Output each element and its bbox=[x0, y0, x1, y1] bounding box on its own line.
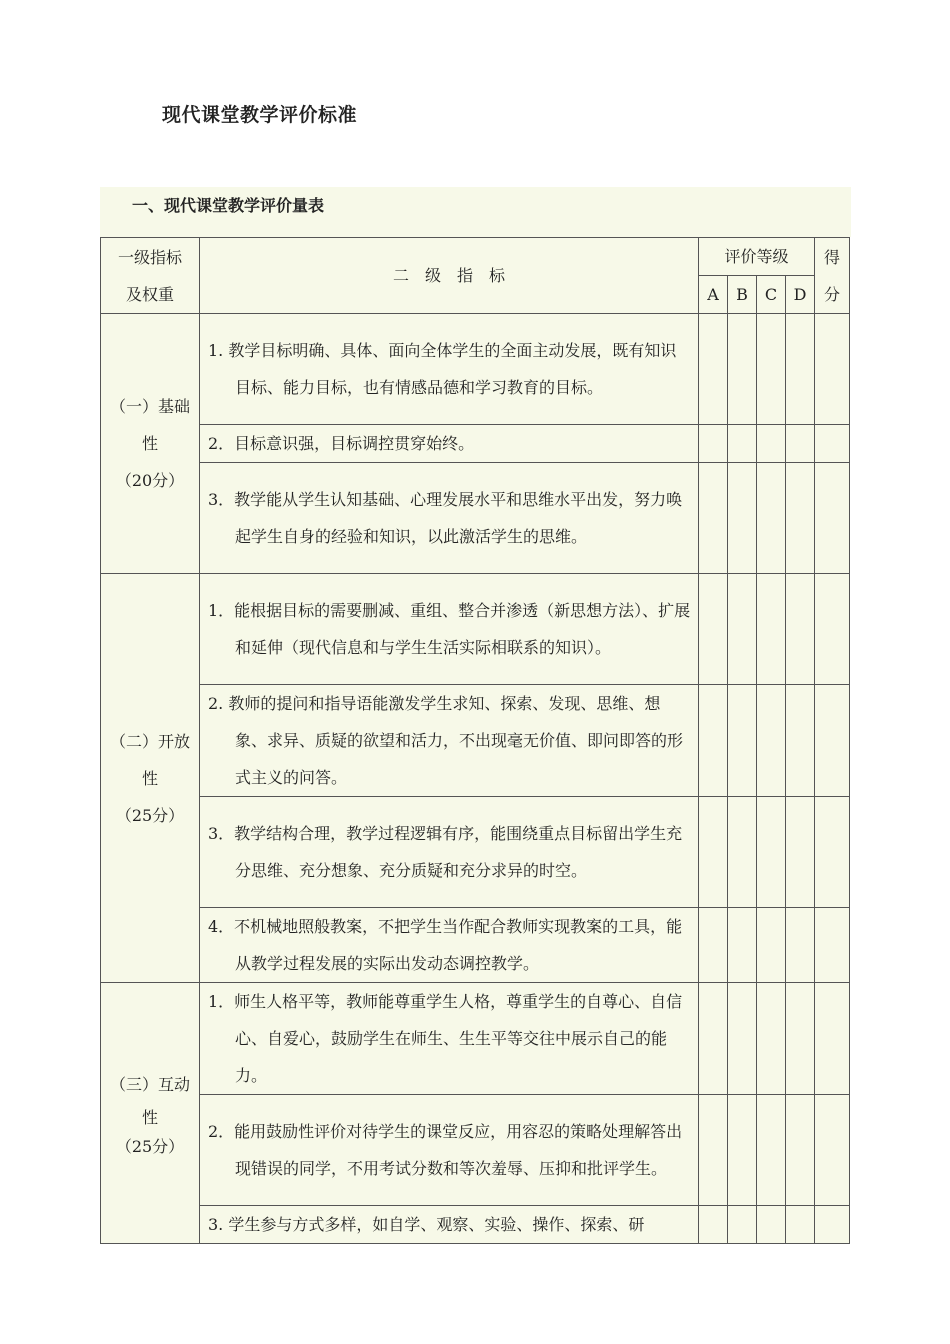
grade-d-cell[interactable] bbox=[786, 574, 815, 685]
criterion-cell bbox=[200, 314, 699, 425]
header-level1-line: 一级指标 bbox=[117, 247, 182, 267]
grade-d-cell[interactable] bbox=[786, 314, 815, 425]
grade-a-cell[interactable] bbox=[699, 983, 728, 1095]
criterion-text: 2. 教师的提问和指导语能激发学生求知、探索、发现、思维、想象、求异、质疑的欲望和活力，不出现毫无价值、即问即答的形式主义的问答。 bbox=[208, 694, 684, 787]
criterion-text: 1．师生人格平等，教师能尊重学生人格，尊重学生的自尊心、自信心、自爱心，鼓励学生在师生、生生平等交往中展示自己的能力。 bbox=[208, 992, 683, 1085]
score-cell[interactable] bbox=[815, 983, 850, 1095]
header-score bbox=[815, 238, 850, 314]
grade-d-cell[interactable] bbox=[786, 463, 815, 574]
score-cell[interactable] bbox=[815, 574, 850, 685]
evaluation-table bbox=[100, 237, 850, 1244]
grade-c-cell[interactable] bbox=[757, 1206, 786, 1244]
grade-a-cell[interactable] bbox=[699, 463, 728, 574]
grade-a-cell[interactable] bbox=[699, 1206, 728, 1244]
group-label-line: （25分） bbox=[115, 1136, 185, 1156]
score-cell[interactable] bbox=[815, 425, 850, 463]
grade-b-cell[interactable] bbox=[728, 908, 757, 983]
criterion-text: 3. 学生参与方式多样，如自学、观察、实验、操作、探索、研 bbox=[208, 1215, 645, 1234]
grade-c: C bbox=[757, 276, 786, 314]
grade-a-cell[interactable] bbox=[699, 1095, 728, 1206]
group-label-interactive bbox=[101, 983, 200, 1244]
grade-b-cell[interactable] bbox=[728, 685, 757, 797]
grade-b-cell[interactable] bbox=[728, 1095, 757, 1206]
table-row bbox=[101, 1095, 850, 1206]
score-cell[interactable] bbox=[815, 463, 850, 574]
grade-a-cell[interactable] bbox=[699, 908, 728, 983]
criterion-cell bbox=[200, 1206, 699, 1244]
grade-d-cell[interactable] bbox=[786, 685, 815, 797]
group-label-line: （二）开放 bbox=[109, 731, 190, 751]
grade-d-cell[interactable] bbox=[786, 797, 815, 908]
grade-a-cell[interactable] bbox=[699, 574, 728, 685]
grade-d-cell[interactable] bbox=[786, 908, 815, 983]
grade-c-cell[interactable] bbox=[757, 1095, 786, 1206]
grade-c-cell[interactable] bbox=[757, 314, 786, 425]
criterion-cell bbox=[200, 685, 699, 797]
criterion-cell bbox=[200, 574, 699, 685]
grade-b-cell[interactable] bbox=[728, 797, 757, 908]
grade-a-cell[interactable] bbox=[699, 314, 728, 425]
criterion-text: 3．教学结构合理，教学过程逻辑有序，能围绕重点目标留出学生充分思维、充分想象、充分质疑和充分求异的时空。 bbox=[208, 824, 683, 880]
grade-c-cell[interactable] bbox=[757, 797, 786, 908]
document-title: 现代课堂教学评价标准 bbox=[162, 104, 358, 126]
grade-c-cell[interactable] bbox=[757, 463, 786, 574]
grade-b-cell[interactable] bbox=[728, 1206, 757, 1244]
table-row bbox=[101, 463, 850, 574]
score-cell[interactable] bbox=[815, 908, 850, 983]
score-cell[interactable] bbox=[815, 314, 850, 425]
grade-c-cell[interactable] bbox=[757, 685, 786, 797]
criterion-cell bbox=[200, 1095, 699, 1206]
criterion-cell bbox=[200, 983, 699, 1095]
criterion-cell bbox=[200, 425, 699, 463]
table-row bbox=[101, 797, 850, 908]
grade-d-cell[interactable] bbox=[786, 1206, 815, 1244]
table-row bbox=[101, 685, 850, 797]
grade-b-cell[interactable] bbox=[728, 983, 757, 1095]
section-title: 一、现代课堂教学评价量表 bbox=[132, 196, 325, 215]
grade-a-cell[interactable] bbox=[699, 425, 728, 463]
criterion-text: 2．能用鼓励性评价对待学生的课堂反应，用容忍的策略处理解答出现错误的同学，不用考试分数和等次羞辱、压抑和批评学生。 bbox=[208, 1122, 683, 1178]
grade-d-cell[interactable] bbox=[786, 983, 815, 1095]
group-label-line: 性 bbox=[141, 434, 158, 453]
criterion-text: 1．能根据目标的需要删减、重组、整合并渗透（新思想方法）、扩展和延伸（现代信息和与学生生活实际相联系的知识）。 bbox=[208, 601, 691, 657]
header-score-line: 分 bbox=[824, 284, 841, 304]
group-label-basic bbox=[101, 314, 200, 574]
grade-c-cell[interactable] bbox=[757, 983, 786, 1095]
grade-a-cell[interactable] bbox=[699, 797, 728, 908]
table-row bbox=[101, 314, 850, 425]
section-header bbox=[100, 187, 851, 237]
grade-d: D bbox=[786, 276, 815, 314]
header-rating: 评价等级 bbox=[699, 238, 815, 276]
grade-b-cell[interactable] bbox=[728, 463, 757, 574]
table-row bbox=[101, 908, 850, 983]
grade-b: B bbox=[728, 276, 757, 314]
criterion-text: 3．教学能从学生认知基础、心理发展水平和思维水平出发，努力唤起学生自身的经验和知识，以此激活学生的思维。 bbox=[208, 490, 683, 546]
header-level1-line: 及权重 bbox=[125, 284, 174, 304]
table-row bbox=[101, 425, 850, 463]
grade-c-cell[interactable] bbox=[757, 574, 786, 685]
grade-a-cell[interactable] bbox=[699, 685, 728, 797]
table-row bbox=[101, 1206, 850, 1244]
table-row bbox=[101, 983, 850, 1095]
grade-a: A bbox=[699, 276, 728, 314]
group-label-line: （一）基础 bbox=[109, 397, 190, 416]
criterion-text: 2．目标意识强，目标调控贯穿始终。 bbox=[208, 434, 475, 453]
group-label-line: 性 bbox=[141, 768, 158, 788]
score-cell[interactable] bbox=[815, 685, 850, 797]
criterion-text: 1. 教学目标明确、具体、面向全体学生的全面主动发展，既有知识目标、能力目标，也有情感品德和学习教育的目标。 bbox=[208, 341, 677, 397]
header-level1 bbox=[101, 238, 200, 314]
table-row bbox=[101, 574, 850, 685]
score-cell[interactable] bbox=[815, 1206, 850, 1244]
header-level2: 二 级 指 标 bbox=[200, 238, 699, 314]
group-label-line: （三）互动 bbox=[109, 1074, 190, 1094]
criterion-cell bbox=[200, 908, 699, 983]
header-score-line: 得 bbox=[824, 247, 841, 267]
grade-b-cell[interactable] bbox=[728, 314, 757, 425]
grade-b-cell[interactable] bbox=[728, 425, 757, 463]
grade-d-cell[interactable] bbox=[786, 1095, 815, 1206]
grade-c-cell[interactable] bbox=[757, 425, 786, 463]
criterion-cell bbox=[200, 463, 699, 574]
grade-c-cell[interactable] bbox=[757, 908, 786, 983]
grade-b-cell[interactable] bbox=[728, 574, 757, 685]
group-label-line: 性 bbox=[141, 1107, 158, 1127]
score-cell[interactable] bbox=[815, 1095, 850, 1206]
group-label-line: （20分） bbox=[115, 471, 185, 490]
score-cell[interactable] bbox=[815, 797, 850, 908]
criterion-cell bbox=[200, 797, 699, 908]
group-label-open bbox=[101, 574, 200, 983]
group-label-line: （25分） bbox=[115, 805, 185, 825]
grade-d-cell[interactable] bbox=[786, 425, 815, 463]
criterion-text: 4．不机械地照般教案，不把学生当作配合教师实现教案的工具，能从教学过程发展的实际出发动态调控教学。 bbox=[208, 917, 683, 973]
